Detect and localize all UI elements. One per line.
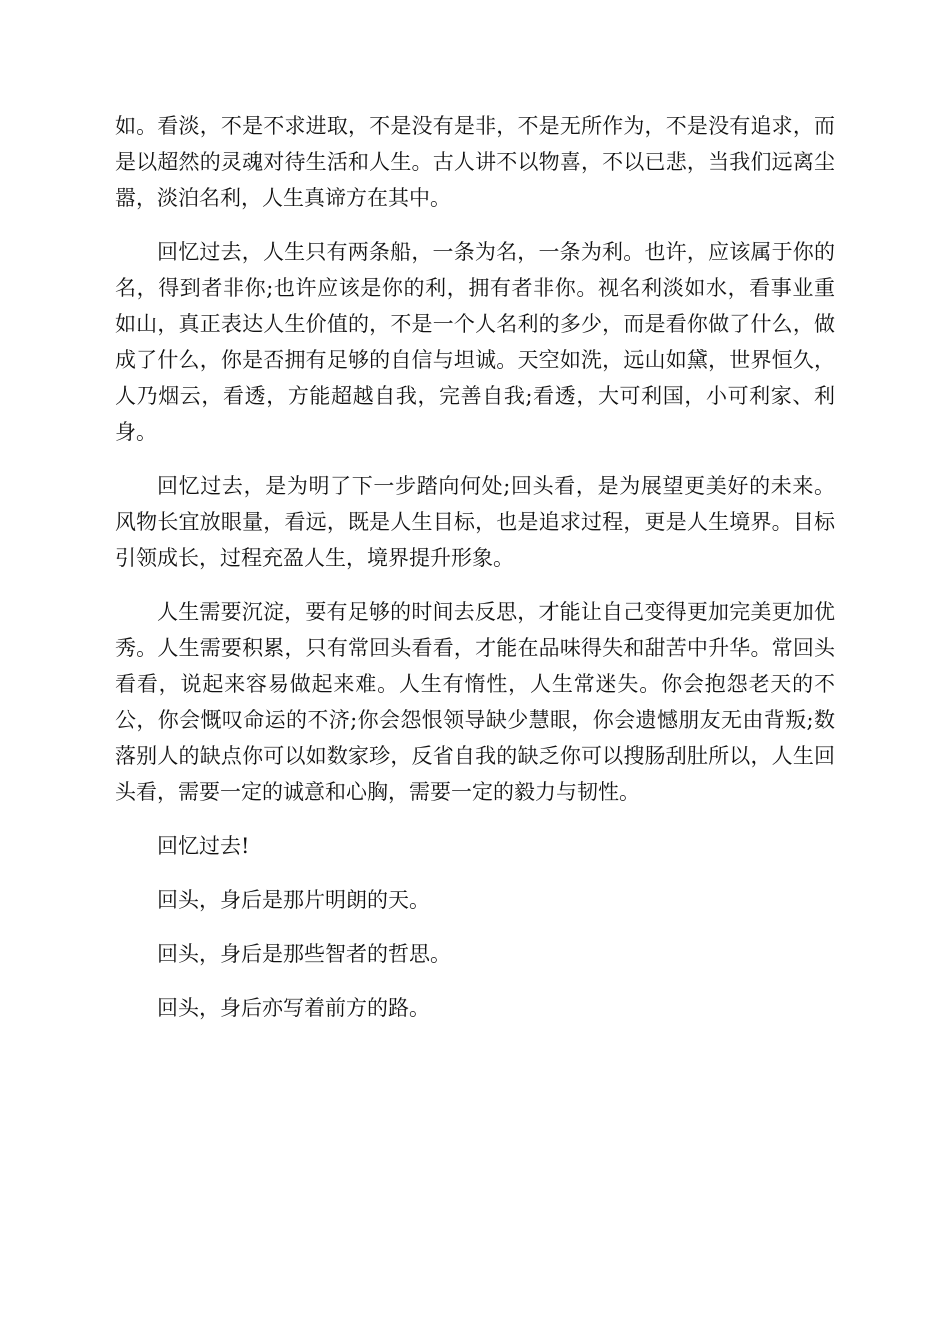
- paragraph-looking-ahead: 回忆过去，是为明了下一步踏向何处;回头看，是为展望更美好的未来。风物长宜放眼量，看远，既是人生目标，也是追求过程，更是人生境界。目标引领成长，过程充盈人生，境界提升形象。: [115, 474, 835, 570]
- paragraph-two-boats: 回忆过去，人生只有两条船，一条为名，一条为利。也许，应该属于你的名，得到者非你;也许应该是你的利，拥有者非你。视名利淡如水，看事业重如山，真正表达人生价值的，不是一个人名利的多少，而是看你做了什么，做成了什么，你是否拥有足够的自信与坦诚。天空如洗，远山如黛，世界恒久，人乃烟云，看透，方能超越自我，完善自我;看透，大可利国，小可利家、利身。: [115, 240, 835, 444]
- line-road-ahead: 回头，身后亦写着前方的路。: [157, 996, 430, 1020]
- document-body: [115, 108, 835, 1044]
- paragraph-reflection: 人生需要沉淀，要有足够的时间去反思，才能让自己变得更加完美更加优秀。人生需要积累，只有常回头看看，才能在品味得失和甜苦中升华。常回头看看，说起来容易做起来难。人生有惰性，人生常迷失。你会抱怨老天的不公，你会慨叹命运的不济;你会怨恨领导缺少慧眼，你会遗憾朋友无由背叛;数落别人的缺点你可以如数家珍，反省自我的缺乏你可以搜肠刮肚所以，人生回头看，需要一定的诚意和心胸，需要一定的毅力与韧性。: [115, 600, 835, 804]
- line-bright-sky: 回头，身后是那片明朗的天。: [157, 888, 430, 912]
- line-wise-thoughts: 回头，身后是那些智者的哲思。: [157, 942, 451, 966]
- line-recall-past: 回忆过去!: [157, 834, 250, 858]
- paragraph-continuation: 如。看淡，不是不求进取，不是没有是非，不是无所作为，不是没有追求，而是以超然的灵魂对待生活和人生。古人讲不以物喜，不以已悲，当我们远离尘嚣，淡泊名利，人生真谛方在其中。: [115, 114, 835, 210]
